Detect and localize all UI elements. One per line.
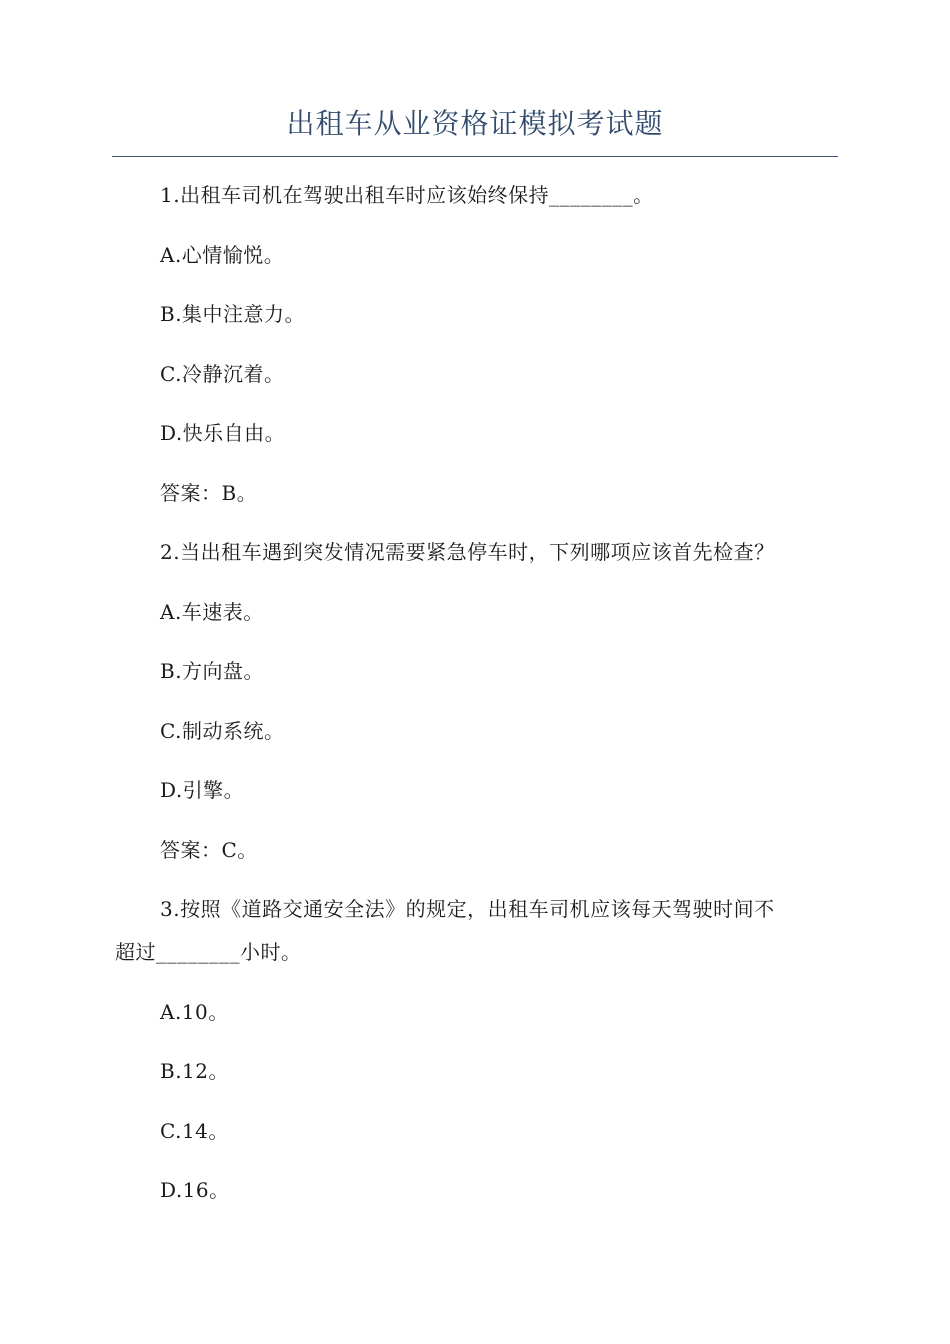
question-1-option-a: A.心情愉悦。 <box>160 243 285 267</box>
title-divider <box>112 156 838 157</box>
question-1: 1.出租车司机在驾驶出租车时应该始终保持________。 <box>160 183 654 207</box>
question-1-answer: 答案：B。 <box>160 481 258 505</box>
question-3-option-c: C.14。 <box>160 1119 229 1143</box>
question-1-option-c: C.冷静沉着。 <box>160 362 285 386</box>
question-2-option-a: A.车速表。 <box>160 600 264 624</box>
question-2-option-c: C.制动系统。 <box>160 719 285 743</box>
question-3-option-b: B.12。 <box>160 1059 230 1083</box>
question-3: 3.按照《道路交通安全法》的规定，出租车司机应该每天驾驶时间不 <box>160 897 775 921</box>
question-3-continuation: 超过________小时。 <box>115 940 302 964</box>
question-2: 2.当出租车遇到突发情况需要紧急停车时，下列哪项应该首先检查？ <box>160 540 775 564</box>
question-2-answer: 答案：C。 <box>160 838 258 862</box>
question-2-option-d: D.引擎。 <box>160 778 245 802</box>
page-title: 出租车从业资格证模拟考试题 <box>286 107 664 140</box>
question-1-option-b: B.集中注意力。 <box>160 302 306 326</box>
question-2-option-b: B.方向盘。 <box>160 659 265 683</box>
question-1-option-d: D.快乐自由。 <box>160 421 286 445</box>
question-3-option-d: D.16。 <box>160 1178 230 1202</box>
question-3-option-a: A.10。 <box>160 1000 229 1024</box>
